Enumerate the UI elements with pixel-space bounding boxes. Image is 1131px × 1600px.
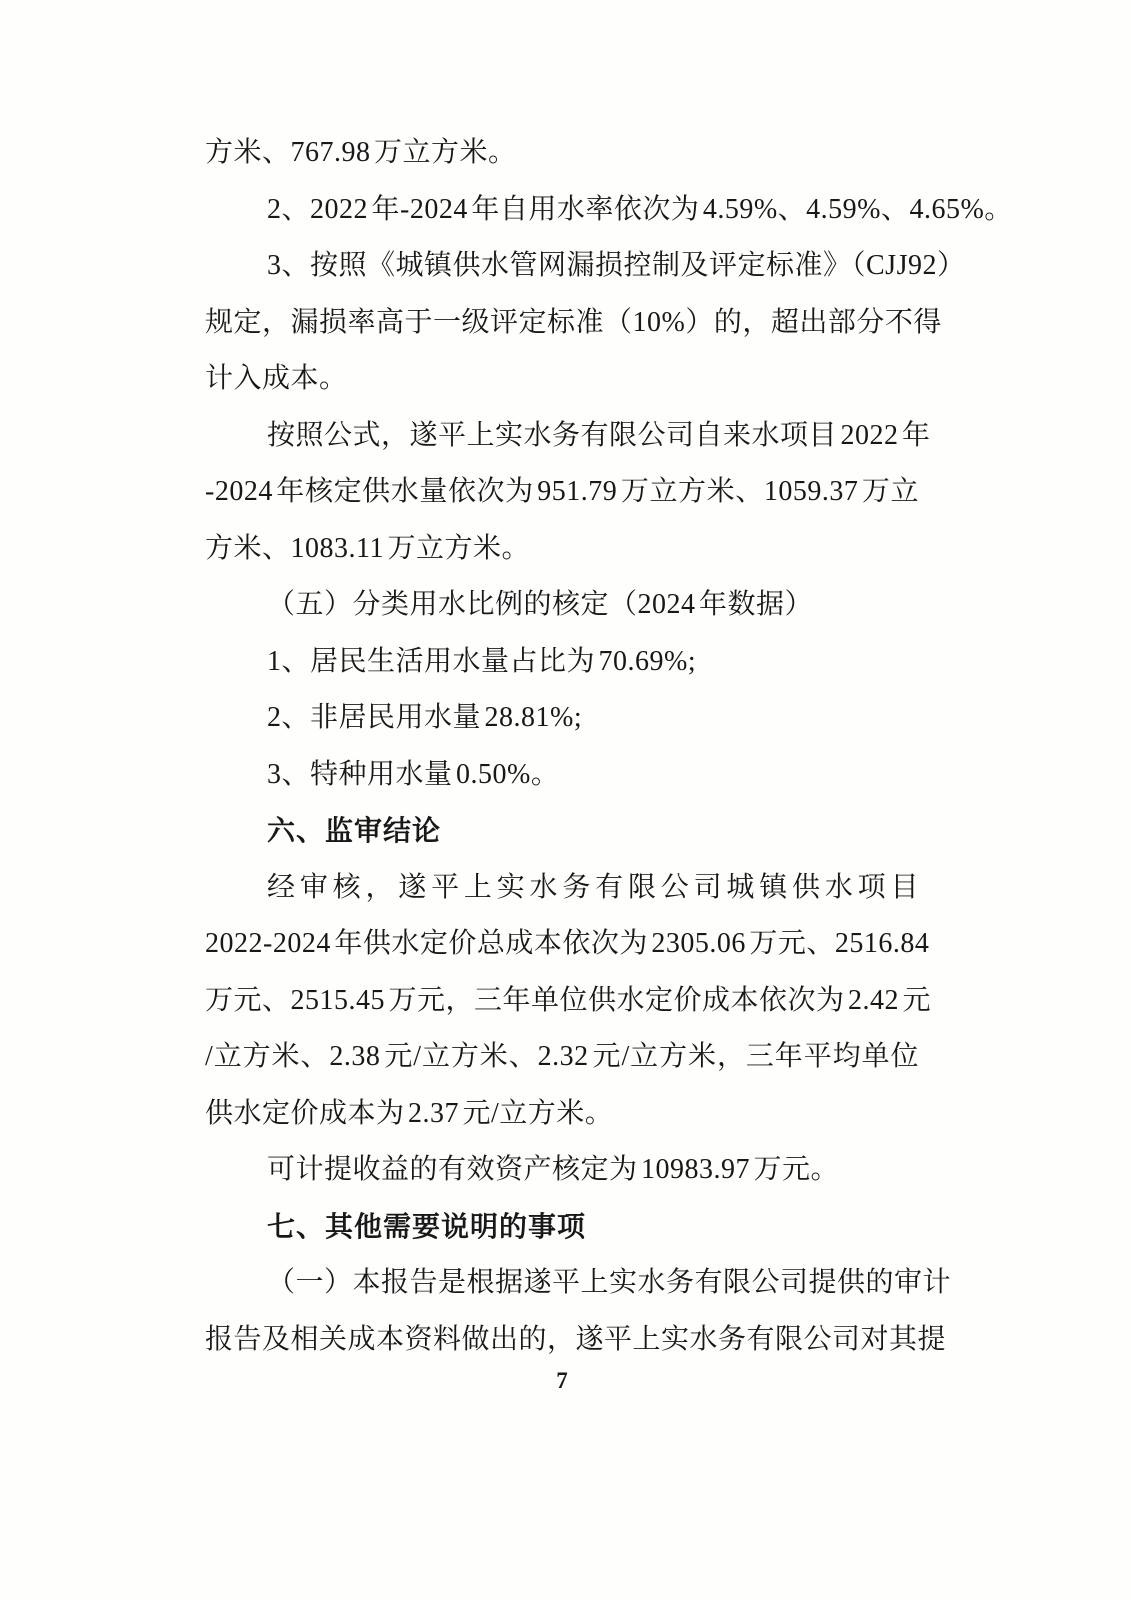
section-heading: 七、其他需要说明的事项: [267, 1210, 587, 1242]
text-line: 方米、767.98 万立方米。: [205, 137, 517, 168]
text-line: 3、按照《城镇供水管网漏损控制及评定标准》（CJJ92）: [267, 250, 966, 281]
text-line: 按照公式，遂平上实水务有限公司自来水项目 2022 年: [267, 419, 931, 451]
text-line: 1、居民生活用水量占比为 70.69%;: [267, 645, 697, 677]
text-line: （五）分类用水比例的核定（2024 年数据）: [267, 589, 814, 620]
text-line: 供水定价成本为 2.37 元/立方米。: [205, 1097, 614, 1129]
text-line: 报告及相关成本资料做出的，遂平上实水务有限公司对其提: [205, 1323, 947, 1355]
document-body: [205, 125, 1013, 1368]
text-line: 经审核，遂平上实水务有限公司城镇供水项目: [267, 871, 919, 903]
text-line: 万元、2515.45 万元，三年单位供水定价成本依次为 2.42 元: [205, 984, 932, 1016]
text-line: （一）本报告是根据遂平上实水务有限公司提供的审计: [267, 1267, 952, 1298]
text-line: 2、2022 年-2024 年自用水率依次为 4.59%、4.59%、4.65%。: [267, 193, 1013, 225]
section-heading: 六、监审结论: [267, 815, 442, 846]
page-number: 7: [556, 1368, 568, 1393]
text-line: 2、非居民用水量 28.81%;: [267, 702, 583, 733]
text-line: 方米、1083.11 万立方米。: [205, 532, 530, 564]
text-line: /立方米、2.38 元/立方米、2.32 元/立方米，三年平均单位: [205, 1041, 919, 1072]
text-line: 3、特种用水量 0.50%。: [267, 758, 560, 790]
text-line: 规定，漏损率高于一级评定标准（10%）的，超出部分不得: [205, 306, 942, 338]
text-line: 计入成本。: [205, 363, 348, 394]
text-line: -2024 年核定供水量依次为 951.79 万立方米、1059.37 万立: [205, 476, 919, 507]
text-line: 2022-2024 年供水定价总成本依次为 2305.06 万元、2516.84: [205, 928, 930, 959]
text-line: 可计提收益的有效资产核定为 10983.97 万元。: [267, 1154, 840, 1185]
